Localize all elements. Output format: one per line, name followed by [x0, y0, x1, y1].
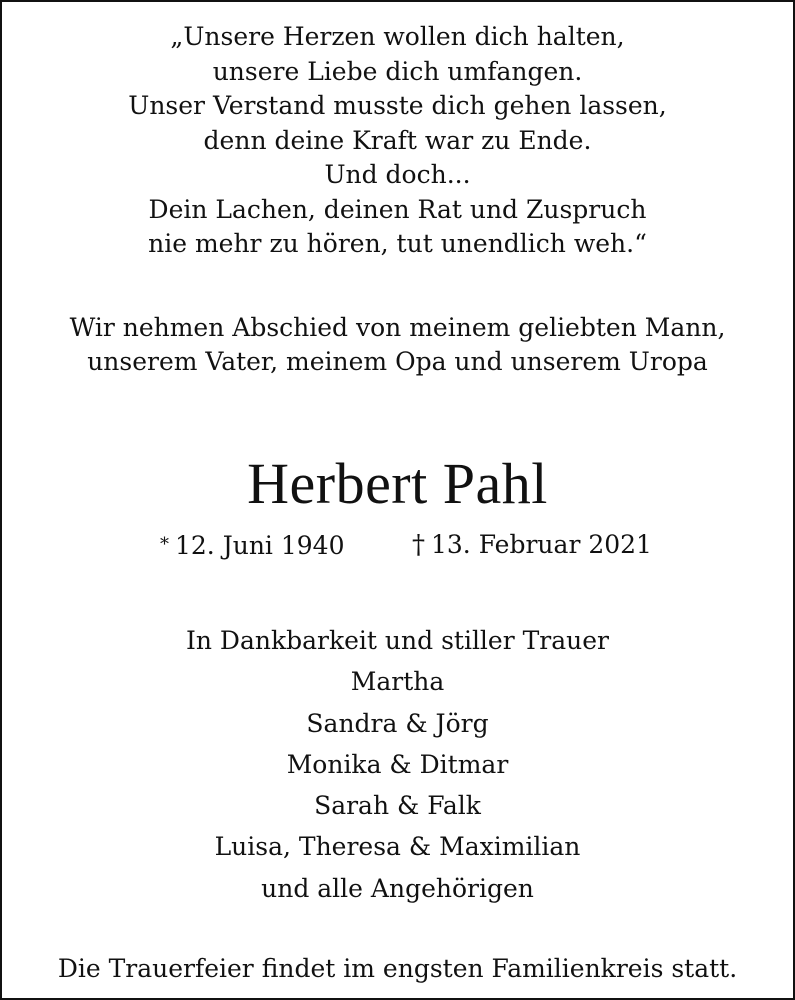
mourners-heading: In Dankbarkeit und stiller Trauer	[186, 626, 609, 655]
death-date: 13. Februar 2021	[431, 530, 652, 559]
poem-line: nie mehr zu hören, tut unendlich weh.“	[148, 229, 647, 258]
deceased-name: Herbert Pahl	[247, 451, 548, 516]
mourners-list	[2, 620, 793, 909]
death-cross-icon: †	[412, 530, 425, 560]
birth-star-icon: *	[160, 534, 169, 555]
mourner-name: Monika & Ditmar	[286, 749, 509, 779]
poem-line: unsere Liebe dich umfangen.	[212, 56, 583, 86]
birth-date: 12. Juni 1940	[175, 531, 345, 560]
mourner-name: und alle Angehörigen	[261, 873, 534, 903]
poem-line: Dein Lachen, deinen Rat und Zuspruch	[148, 194, 647, 224]
poem-line: „Unsere Herzen wollen dich halten,	[170, 22, 625, 51]
mourner-name: Sarah & Falk	[314, 791, 481, 821]
poem-line: Unser Verstand musste dich gehen lassen,	[128, 91, 667, 120]
mourner-name: Sandra & Jörg	[306, 708, 489, 738]
intro-line: Wir nehmen Abschied von meinem geliebten Mann,	[69, 313, 726, 342]
birth-date-group	[160, 528, 345, 563]
poem-line: Und doch...	[324, 160, 471, 189]
mourner-name: Luisa, Theresa & Maximilian	[214, 832, 581, 862]
poem	[2, 20, 793, 262]
mourner-name: Martha	[350, 667, 445, 697]
farewell-intro	[2, 311, 793, 379]
funeral-note: Die Trauerfeier findet im engsten Familienkreis statt.	[57, 954, 738, 983]
death-date-group	[412, 528, 652, 562]
intro-line: unserem Vater, meinem Opa und unserem Uropa	[87, 347, 708, 376]
poem-line: denn deine Kraft war zu Ende.	[203, 125, 592, 155]
